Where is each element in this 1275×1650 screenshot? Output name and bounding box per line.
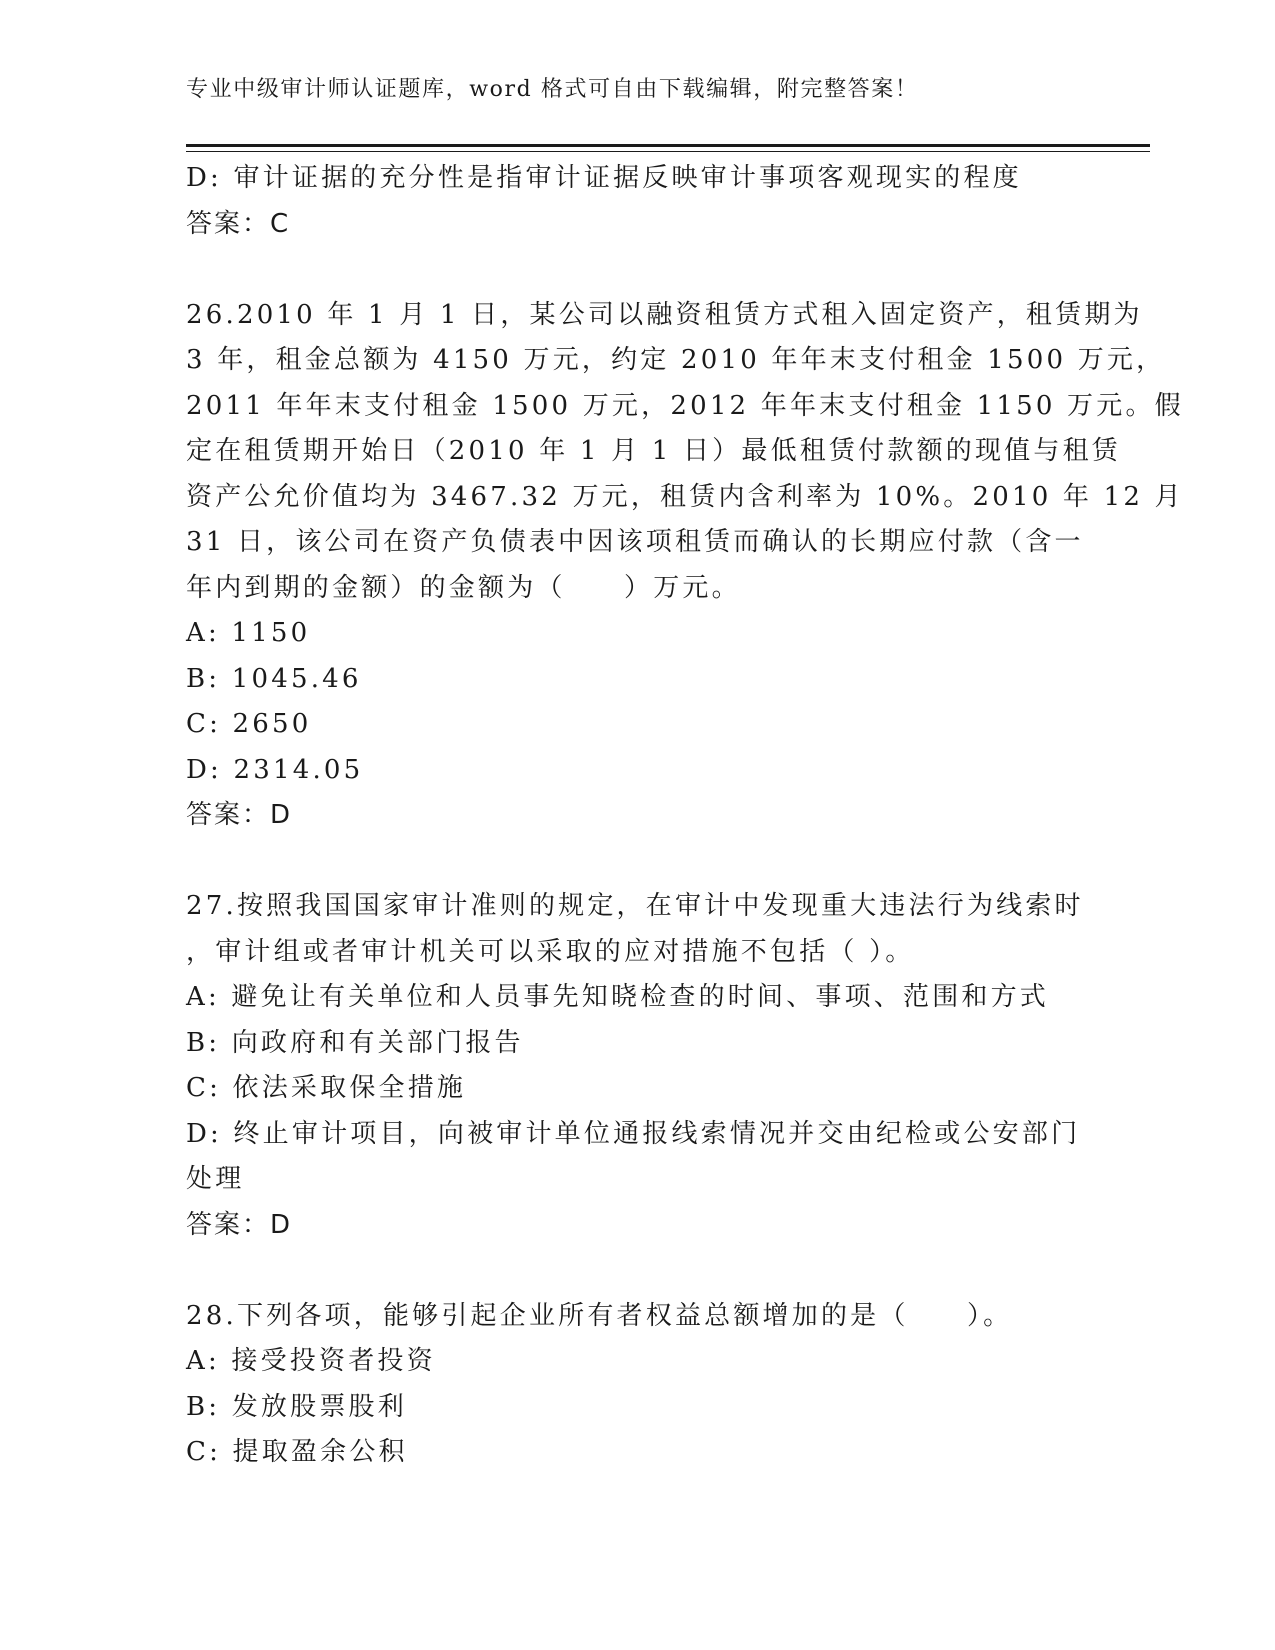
q28-stem-line: 28.下列各项，能够引起企业所有者权益总额增加的是（ ）。 (186, 1300, 1013, 1331)
q26-stem-line: 定在租赁期开始日（2010 年 1 月 1 日）最低租赁付款额的现值与租赁 (186, 436, 1121, 466)
q26-answer: 答案：D (186, 800, 293, 830)
q26-stem-line: 2011 年年末支付租金 1500 万元，2012 年年末支付租金 1150 万元。假 (186, 390, 1184, 421)
question-26 (186, 293, 1184, 839)
q28-option-a: A: 接受投资者投资 (186, 1346, 436, 1376)
q25-option-d: D: 审计证据的充分性是指审计证据反映审计事项客观现实的程度 (186, 163, 1022, 193)
page-header: 专业中级审计师认证题库，word 格式可自由下载编辑，附完整答案！ (186, 77, 919, 102)
q28-option-b: B: 发放股票股利 (186, 1391, 407, 1422)
q26-stem-line: 3 年，租金总额为 4150 万元，约定 2010 年年末支付租金 1500 万元， (186, 345, 1166, 375)
header-rule-thin (186, 151, 1150, 152)
question-27 (186, 884, 1086, 1248)
q27-stem-line: 27.按照我国国家审计准则的规定，在审计中发现重大违法行为线索时 (186, 891, 1084, 921)
q26-stem-line: 26.2010 年 1 月 1 日，某公司以融资租赁方式租入固定资产，租赁期为 (186, 299, 1143, 330)
question-content (186, 156, 1184, 1476)
q27-option-d: D: 终止审计项目，向被审计单位通报线索情况并交由纪检或公安部门 (186, 1118, 1081, 1149)
q25-answer: 答案：C (186, 208, 291, 239)
q27-option-d-continued: 处理 (186, 1164, 245, 1194)
q26-option-a: A: 1150 (186, 618, 311, 648)
spacer (186, 839, 1086, 885)
q27-option-c: C: 依法采取保全措施 (186, 1073, 467, 1103)
q26-stem-line: 年内到期的金额）的金额为（ ）万元。 (186, 572, 741, 603)
q27-option-b: B: 向政府和有关部门报告 (186, 1027, 524, 1058)
q26-stem-line: 资产公允价值均为 3467.32 万元，租赁内含利率为 10%。2010 年 12 月 (186, 481, 1184, 512)
spacer (186, 1248, 1086, 1294)
q26-option-d: D: 2314.05 (186, 754, 364, 785)
q27-answer: 答案：D (186, 1209, 293, 1240)
q27-stem-line: ，审计组或者审计机关可以采取的应对措施不包括（ ）。 (186, 936, 915, 967)
question-28 (186, 1294, 1086, 1476)
header-rule-thick (186, 144, 1150, 147)
q28-option-c: C: 提取盈余公积 (186, 1437, 408, 1467)
spacer (186, 247, 1086, 293)
q26-option-c: C: 2650 (186, 709, 312, 739)
q27-option-a: A: 避免让有关单位和人员事先知晓检查的时间、事项、范围和方式 (186, 982, 1050, 1012)
q26-option-b: B: 1045.46 (186, 663, 362, 694)
q26-stem-line: 31 日，该公司在资产负债表中因该项租赁而确认的长期应付款（含一 (186, 527, 1084, 557)
